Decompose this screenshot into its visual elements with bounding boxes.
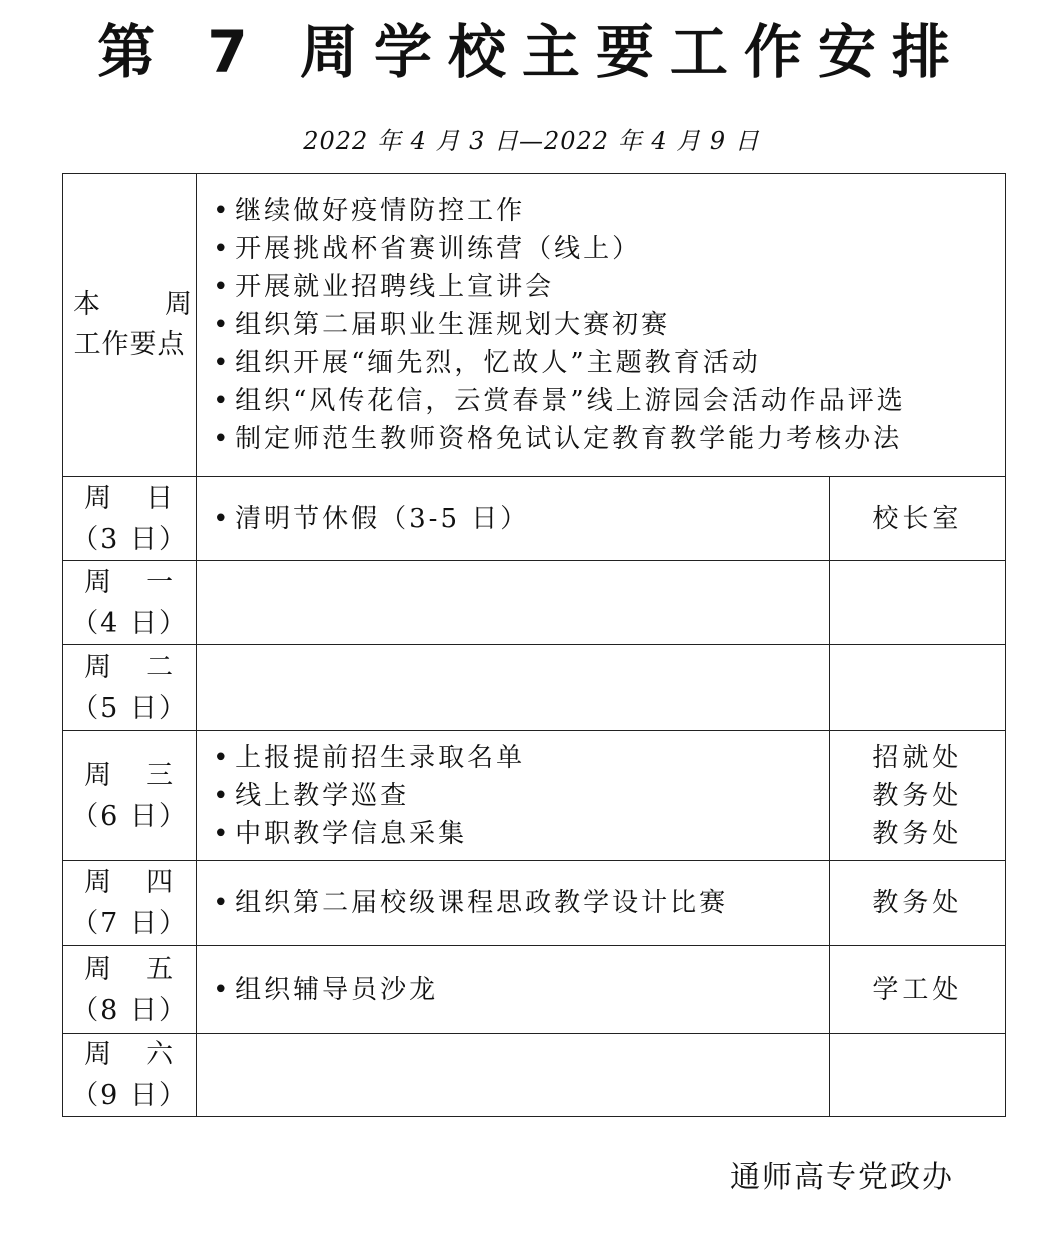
day-row-sunday [63,477,1006,561]
day-department [829,561,1005,645]
day-label: 周 日 （3 日） [63,477,197,561]
key-label-zhou: 周 [165,289,192,320]
day-row-monday [63,561,1006,645]
day-activities [197,1034,830,1117]
bullet-icon: • [213,888,232,918]
day-label: 周 四 （7 日） [63,861,197,946]
day-label: 周 六 （9 日） [63,1034,197,1117]
day-activities [197,477,830,561]
bullet-icon: • [213,424,232,454]
bullet-icon: • [213,196,232,226]
day-activities [197,645,830,731]
day-row-thursday [63,861,1006,946]
day-label: 周 一 （4 日） [63,561,197,645]
day-activities [197,561,830,645]
key-points-row [63,174,1006,477]
list-item: • 组织第二届校级课程思政教学设计比赛 [213,884,829,922]
day-date: （6 日） [71,800,188,832]
key-points-label [63,174,197,477]
day-label: 周 三 （6 日） [63,731,197,861]
list-item: • 清明节休假（3-5 日） [213,500,829,538]
day-activities [197,731,830,861]
key-points-content [197,174,1006,477]
bullet-icon: • [213,742,232,773]
day-department [829,1034,1005,1117]
day-date: （9 日） [71,1080,188,1111]
list-item: • 上报提前招生录取名单 [213,739,829,777]
key-label-line2: 工作要点 [73,329,186,360]
day-date: （3 日） [71,523,188,555]
day-department [829,645,1005,731]
list-item: • 制定师范生教师资格免试认定教育教学能力考核办法 [213,420,1005,458]
day-activities [197,946,830,1034]
bullet-icon: • [213,780,232,811]
list-item: • 组织第二届职业生涯规划大赛初赛 [213,306,1005,344]
day-date: （5 日） [71,692,188,724]
day-label: 周 五 （8 日） [63,946,197,1034]
day-department: 学工处 [829,946,1005,1034]
day-row-friday [63,946,1006,1034]
bullet-icon: • [213,272,232,302]
day-department: 教务处 [829,861,1005,946]
day-row-tuesday [63,645,1006,731]
day-department: 招就处 教务处 教务处 [829,731,1005,861]
bullet-icon: • [213,503,232,534]
day-date: （7 日） [71,908,188,939]
schedule-table [62,173,1006,1117]
day-row-wednesday [63,731,1006,861]
list-item: • 开展就业招聘线上宣讲会 [213,268,1005,306]
list-item: • 中职教学信息采集 [213,815,829,853]
list-item: • 开展挑战杯省赛训练营（线上） [213,230,1005,268]
bullet-icon: • [213,348,232,378]
day-date: （4 日） [71,607,188,639]
list-item: • 继续做好疫情防控工作 [213,192,1005,230]
key-label-ben: 本 [73,289,100,320]
day-row-saturday [63,1034,1006,1117]
day-department: 校长室 [829,477,1005,561]
page-title: 第 7 周学校主要工作安排 [97,18,966,86]
bullet-icon: • [213,818,232,849]
bullet-icon: • [213,234,232,264]
bullet-icon: • [213,974,232,1005]
day-activities [197,861,830,946]
list-item: • 组织“风传花信，云赏春景”线上游园会活动作品评选 [213,382,1005,420]
day-date: （8 日） [71,994,188,1026]
list-item: • 线上教学巡查 [213,777,829,815]
list-item: • 组织开展“缅先烈，忆故人”主题教育活动 [213,344,1005,382]
list-item: • 组织辅导员沙龙 [213,971,829,1009]
bullet-icon: • [213,310,232,340]
bullet-icon: • [213,386,232,416]
day-label: 周 二 （5 日） [63,645,197,731]
date-range: 2022 年 4 月 3 日—2022 年 4 月 9 日 [303,127,760,155]
issuer-signature: 通师高专党政办 [730,1160,954,1195]
